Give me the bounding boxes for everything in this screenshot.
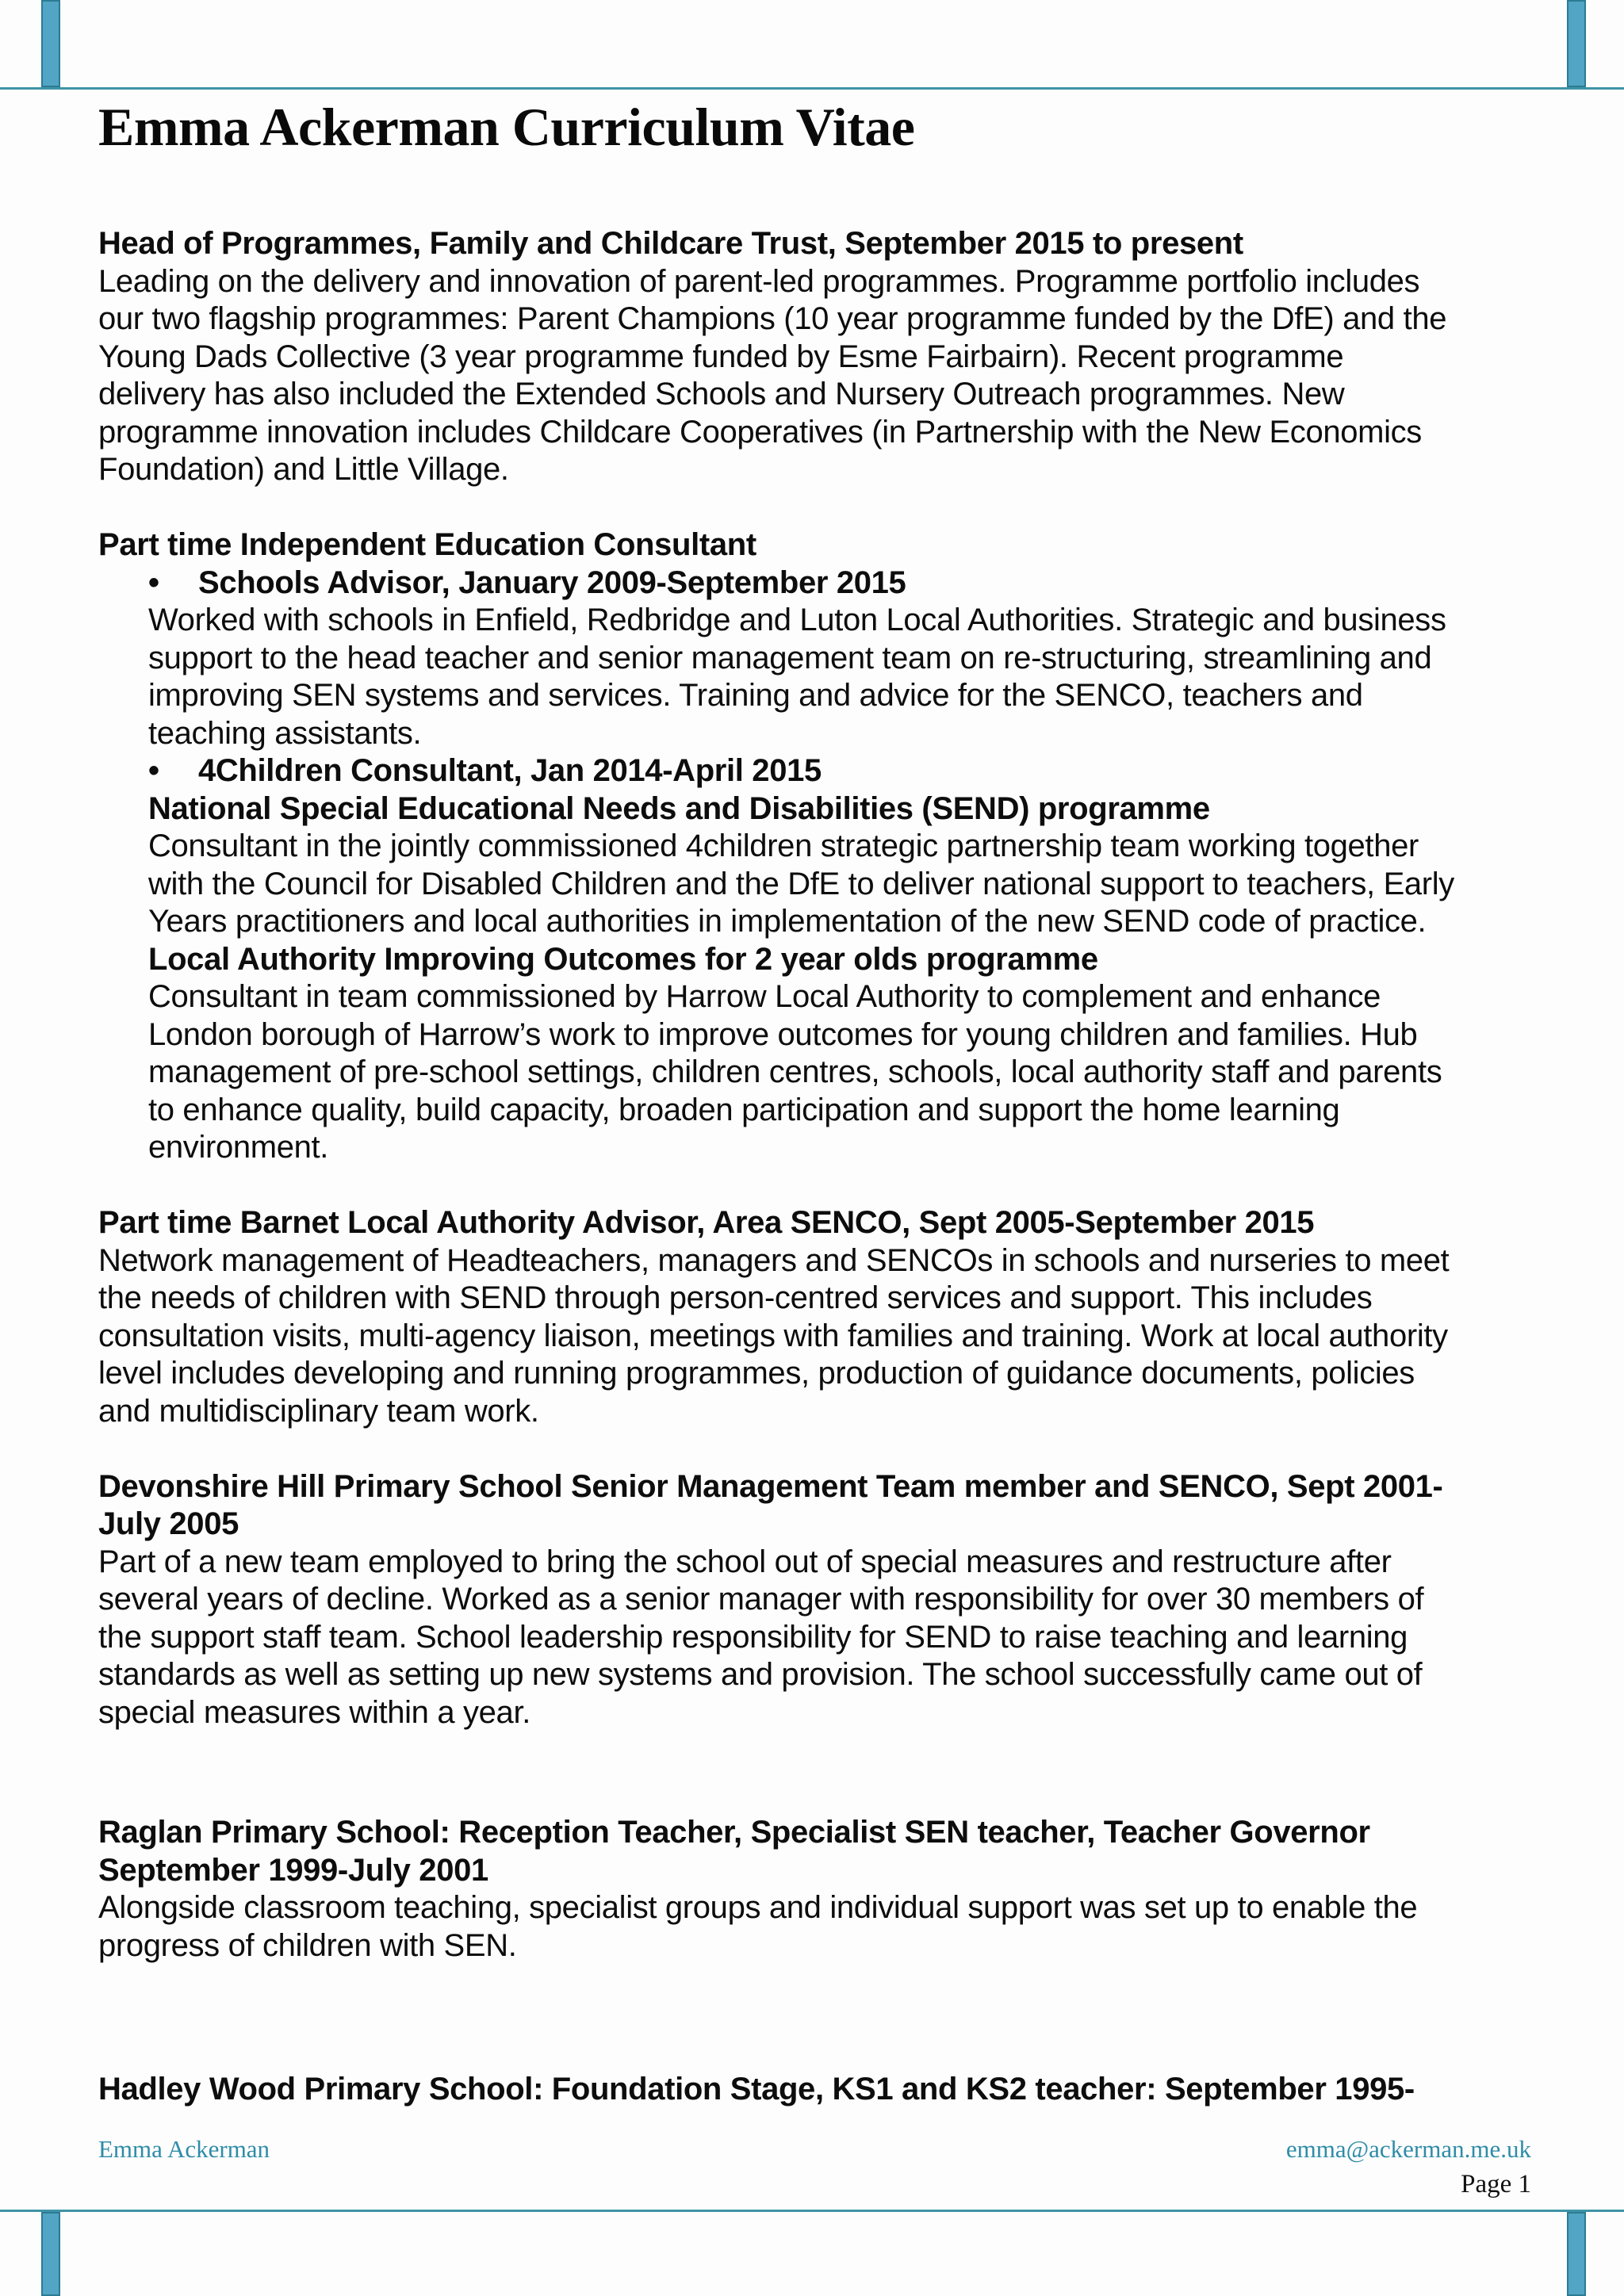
- body-line: Part of a new team employed to bring the school out of special measures and restructure after: [98, 1544, 1392, 1579]
- body-line: to enhance quality, build capacity, broaden participation and support the home learning: [148, 1092, 1340, 1127]
- role-title: [148, 564, 1534, 603]
- body-line: the support staff team. School leadership responsibility for SEND to raise teaching and learning: [98, 1619, 1408, 1655]
- cv-section-independent-consultant: [98, 526, 1534, 1167]
- cv-section-head-of-programmes: [98, 225, 1534, 489]
- body-line: consultation visits, multi-agency liaison, meetings with families and training. Work at local authority: [98, 1318, 1448, 1353]
- footer-rule: [0, 2210, 1624, 2212]
- cv-section-hadley-wood: [98, 2071, 1534, 2109]
- cv-section-raglan: [98, 1814, 1534, 1965]
- body-line: the needs of children with SEND through person-centred services and support. This includes: [98, 1280, 1373, 1315]
- footer-email-link[interactable]: emma@ackerman.me.uk: [1285, 2135, 1531, 2163]
- role-title: [148, 752, 1534, 790]
- body-line: Consultant in team commissioned by Harrow Local Authority to complement and enhance: [148, 979, 1381, 1014]
- body-line: delivery has also included the Extended Schools and Nursery Outreach programmes. New: [98, 377, 1345, 411]
- body-line: Young Dads Collective (3 year programme funded by Esme Fairbairn). Recent programme: [98, 339, 1344, 374]
- body-line: Foundation) and Little Village.: [98, 452, 509, 487]
- bullet-icon: •: [148, 753, 159, 788]
- corner-marker-bottom-right: [1567, 2212, 1586, 2296]
- section-heading: Head of Programmes, Family and Childcare Trust, September 2015 to present: [98, 226, 1243, 261]
- body-line: level includes developing and running programmes, production of guidance documents, policies: [98, 1356, 1415, 1391]
- bullet-icon: •: [148, 564, 159, 600]
- section-heading: Devonshire Hill Primary School Senior Management Team member and SENCO, Sept 2001-: [98, 1468, 1443, 1504]
- body-line: with the Council for Disabled Children and the DfE to deliver national support to teachers, Early: [148, 866, 1454, 901]
- corner-marker-top-right: [1567, 0, 1586, 87]
- footer-name: Emma Ackerman: [98, 2135, 270, 2163]
- section-heading: Raglan Primary School: Reception Teacher, Specialist SEN teacher, Teacher Governor: [98, 1815, 1370, 1850]
- role-title-text: Schools Advisor, January 2009-September 2015: [198, 564, 906, 600]
- page-number: Page 1: [1461, 2170, 1531, 2198]
- body-line: support to the head teacher and senior management team on re-structuring, streamlining and: [148, 640, 1432, 675]
- body-line: Network management of Headteachers, managers and SENCOs in schools and nurseries to meet: [98, 1242, 1450, 1278]
- cv-section-devonshire-hill: [98, 1468, 1534, 1732]
- body-line: Years practitioners and local authorities in implementation of the new SEND code of practice.: [148, 904, 1427, 939]
- corner-marker-bottom-left: [41, 2212, 60, 2296]
- section-heading: Hadley Wood Primary School: Foundation Stage, KS1 and KS2 teacher: September 1995-: [98, 2072, 1415, 2107]
- corner-marker-top-left: [41, 0, 60, 87]
- section-heading: July 2005: [98, 1506, 239, 1541]
- body-line: Worked with schools in Enfield, Redbridge and Luton Local Authorities. Strategic and business: [148, 603, 1446, 637]
- header-rule: [0, 87, 1624, 90]
- body-line: London borough of Harrow’s work to improve outcomes for young children and families. Hub: [148, 1016, 1418, 1052]
- subsection-heading: Local Authority Improving Outcomes for 2 year olds programme: [148, 941, 1098, 977]
- cv-section-barnet-advisor: [98, 1204, 1534, 1430]
- section-heading: September 1999-July 2001: [98, 1852, 488, 1888]
- section-heading: Part time Barnet Local Authority Advisor, Area SENCO, Sept 2005-September 2015: [98, 1205, 1315, 1240]
- body-line: Leading on the delivery and innovation of parent-led programmes. Programme portfolio includes: [98, 263, 1420, 299]
- body-line: Alongside classroom teaching, specialist groups and individual support was set up to enable the: [98, 1890, 1418, 1925]
- cv-body: [98, 225, 1534, 2109]
- body-line: teaching assistants.: [148, 715, 422, 751]
- body-line: Consultant in the jointly commissioned 4children strategic partnership team working together: [148, 828, 1419, 863]
- section-heading: Part time Independent Education Consultant: [98, 527, 756, 562]
- body-line: environment.: [148, 1130, 329, 1165]
- body-line: special measures within a year.: [98, 1694, 530, 1730]
- body-line: improving SEN systems and services. Training and advice for the SENCO, teachers and: [148, 678, 1363, 713]
- body-line: standards as well as setting up new systems and provision. The school successfully came out of: [98, 1657, 1423, 1692]
- body-line: our two flagship programmes: Parent Champions (10 year programme funded by the DfE) and the: [98, 301, 1447, 336]
- body-line: and multidisciplinary team work.: [98, 1393, 539, 1429]
- body-line: management of pre-school settings, children centres, schools, local authority staff and parents: [148, 1054, 1442, 1089]
- body-line: several years of decline. Worked as a senior manager with responsibility for over 30 members of: [98, 1582, 1424, 1617]
- role-title-text: 4Children Consultant, Jan 2014-April 2015: [198, 753, 822, 788]
- body-line: progress of children with SEN.: [98, 1927, 517, 1963]
- body-line: programme innovation includes Childcare Cooperatives (in Partnership with the New Economics: [98, 414, 1422, 450]
- subsection-heading: National Special Educational Needs and Disabilities (SEND) programme: [148, 790, 1210, 826]
- document-title: Emma Ackerman Curriculum Vitae: [98, 97, 915, 157]
